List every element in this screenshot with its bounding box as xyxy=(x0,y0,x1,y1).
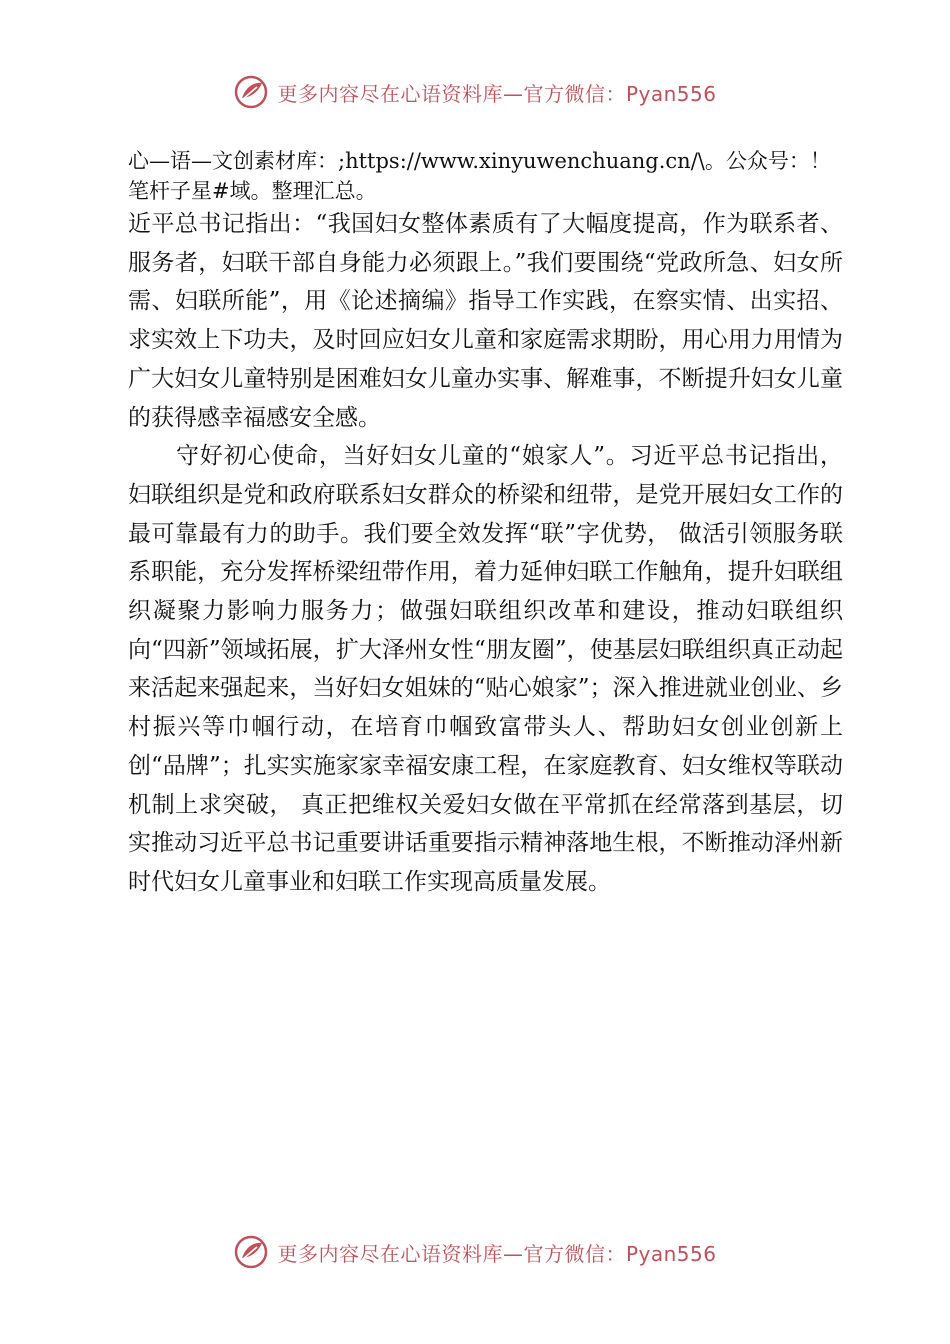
paragraph: 守好初心使命，当好妇女儿童的“娘家人”。习近平总书记指出，妇联组织是党和政府联系妇女群众的桥梁和纽带，是党开展妇女工作的最可靠最有力的助手。我们要全效发挥“联”字优势， 做活引领服务联系职能，充分发挥桥梁纽带作用，着力延伸妇联工作触角，提升妇联组织凝聚力影响力服务力；做强妇联组织改革和建设，推动妇联组织向“四新”领域拓展，扩大泽州女性“朋友圈”，使基层妇联组织真正动起来活起来强起来，当好妇女姐妹的“贴心娘家”；深入推进就业创业、乡村振兴等巾帼行动，在培育巾帼致富带头人、帮助妇女创业创新上创“品牌”；扎实实施家家幸福安康工程，在家庭教育、妇女维权等联动机制上求突破， 真正把维权关爱妇女做在平常抓在经常落到基层，切实推动习近平总书记重要讲话重要指示精神落地生根，不断推动泽州新时代妇女儿童事业和妇联工作实现高质量发展。 xyxy=(128,443,843,895)
paragraph: 近平总书记指出：“我国妇女整体素质有了大幅度提高，作为联系者、服务者，妇联干部自身能力必须跟上。”我们要围绕“党政所急、妇女所需、妇联所能”，用《论述摘编》指导工作实践，在察实情、出实招、求实效上下功夫，及时回应妇女儿童和家庭需求期盼，用心用力用情为广大妇女儿童特别是困难妇女儿童办实事、解难事，不断提升妇女儿童的获得感幸福感安全感。 xyxy=(128,211,843,431)
leaf-seal-icon xyxy=(233,74,269,110)
article-body xyxy=(128,205,843,902)
header-watermark xyxy=(0,70,950,114)
watermark-text: 更多内容尽在心语资料库—官方微信：Pyan556 xyxy=(277,81,717,106)
watermark-text: 更多内容尽在心语资料库—官方微信：Pyan556 xyxy=(277,1241,717,1266)
leaf-seal-icon xyxy=(233,1234,269,1270)
footer-watermark xyxy=(0,1230,950,1274)
source-note: 心—语—文创素材库：;https://www.xinyuwenchuang.cn/\。公众号：！笔杆子星#域。整理汇总。 xyxy=(128,149,831,203)
